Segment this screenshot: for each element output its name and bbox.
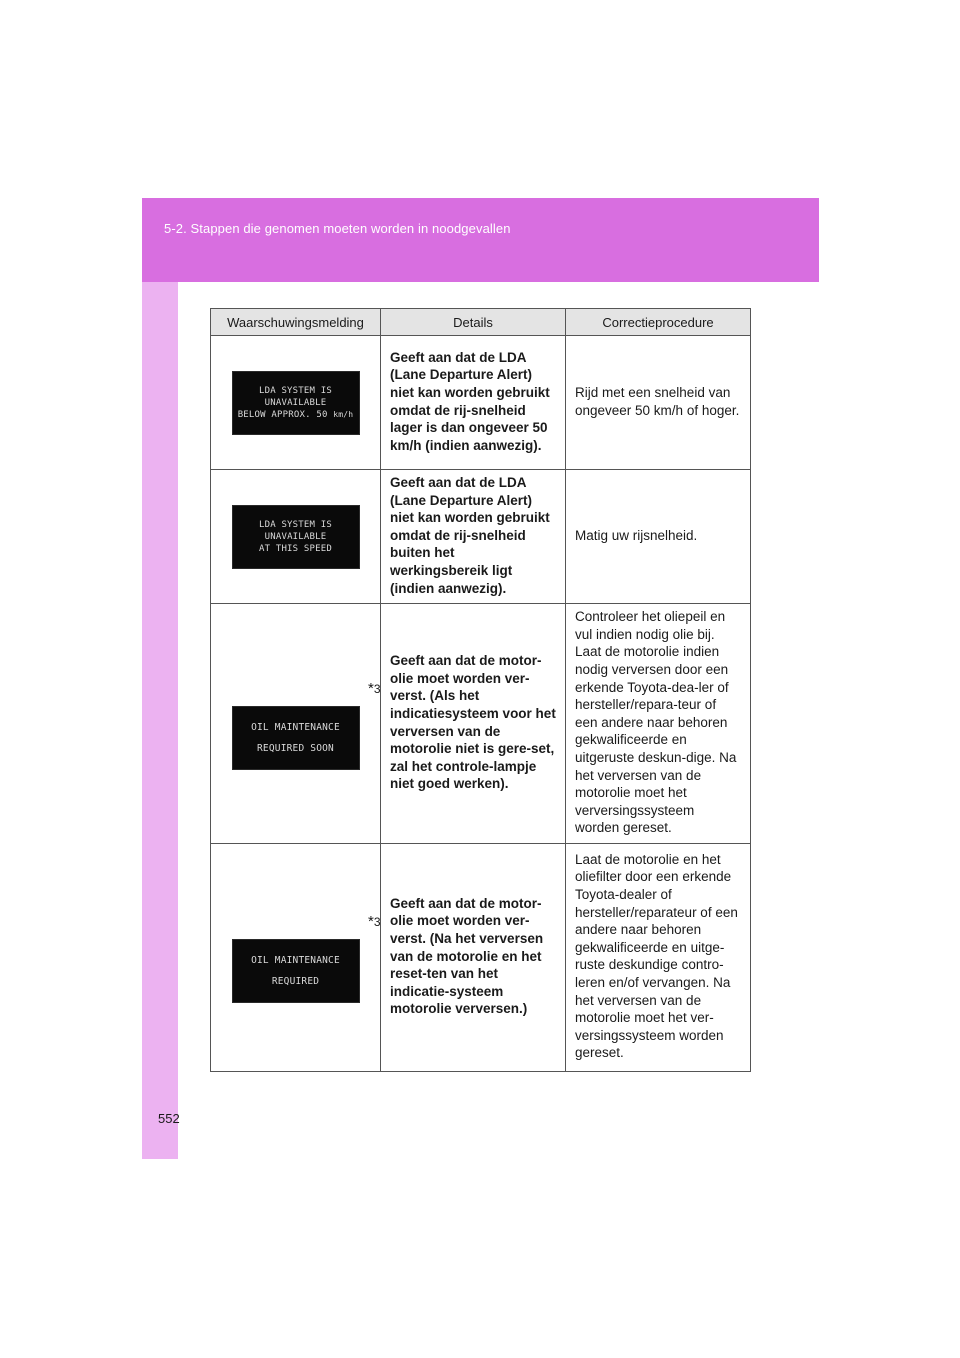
column-header-details: Details: [381, 309, 566, 336]
column-header-correction: Correctieprocedure: [566, 309, 751, 336]
lda-unavailable-at-speed-display: [232, 505, 360, 569]
column-header-warning: Waarschuwingsmelding: [211, 309, 381, 336]
display-line: LDA SYSTEM IS: [258, 385, 333, 396]
display-line: REQUIRED: [271, 976, 320, 988]
oil-maintenance-required-soon-display: [232, 706, 360, 770]
table-row: [211, 470, 751, 604]
display-line: LDA SYSTEM IS: [258, 519, 333, 530]
table-row: [211, 604, 751, 844]
details-cell: Geeft aan dat de LDA (Lane Departure Alert) niet kan worden gebruikt omdat de rij-snelheid lager is dan ongeveer 50 km/h (indien aanwezig).: [381, 336, 566, 470]
display-line: AT THIS SPEED: [258, 543, 333, 554]
display-line: UNAVAILABLE: [264, 397, 327, 408]
display-line: REQUIRED SOON: [257, 742, 334, 754]
lda-unavailable-below-speed-display: [232, 371, 360, 435]
correction-cell: Laat de motorolie en het oliefilter door een erkende Toyota-dealer of hersteller/reparateur of een andere naar behoren gekwalificeerde en uitge-ruste deskundige contro-leren en/of vervangen. Na het verversen van de motorolie moet het ver-versingssysteem worden gereset.: [566, 843, 751, 1071]
footnote-marker: *3: [367, 679, 381, 697]
details-cell: Geeft aan dat de LDA (Lane Departure Alert) niet kan worden gebruikt omdat de rij-snelheid buiten het werkingsbereik ligt (indien aanwezig).: [381, 470, 566, 604]
section-title: 5-2. Stappen die genomen moeten worden in noodgevallen: [164, 221, 511, 236]
warning-display-cell: [211, 843, 381, 1071]
warning-display-cell: [211, 336, 381, 470]
warning-messages-table: [210, 308, 751, 1072]
display-line: UNAVAILABLE: [264, 531, 327, 542]
details-cell: Geeft aan dat de motor-olie moet worden ver-verst. (Na het verversen van de motorolie en het reset-ten van het indicatie-systeem motorolie verversen.): [381, 843, 566, 1071]
display-line: OIL MAINTENANCE: [251, 955, 340, 967]
table-row: [211, 843, 751, 1071]
footnote-marker: *3: [367, 913, 381, 931]
warning-display-cell: [211, 470, 381, 604]
details-cell: Geeft aan dat de motor-olie moet worden ver-verst. (Als het indicatiesysteem voor het verversen van de motorolie niet is gere-set, zal het controle-lampje niet goed werken).: [381, 604, 566, 844]
page-number: 552: [158, 1111, 180, 1126]
side-margin-band: [142, 282, 178, 1159]
warning-display-cell: [211, 604, 381, 844]
correction-cell: Controleer het oliepeil en vul indien nodig olie bij. Laat de motorolie indien nodig verversen door een erkende Toyota-dea-ler of hersteller/repara-teur of een andere naar behoren gekwalificeerde en uitgeruste deskun-dige. Na het verversen van de motorolie moet het verversingssysteem worden gereset.: [566, 604, 751, 844]
section-header: [142, 198, 819, 282]
table-row: [211, 336, 751, 470]
display-line: BELOW APPROX. 50 km/h: [237, 409, 354, 420]
correction-cell: Matig uw rijsnelheid.: [566, 470, 751, 604]
table-header-row: [211, 309, 751, 336]
oil-maintenance-required-display: [232, 939, 360, 1003]
display-line: OIL MAINTENANCE: [251, 721, 340, 733]
correction-cell: Rijd met een snelheid van ongeveer 50 km/h of hoger.: [566, 336, 751, 470]
